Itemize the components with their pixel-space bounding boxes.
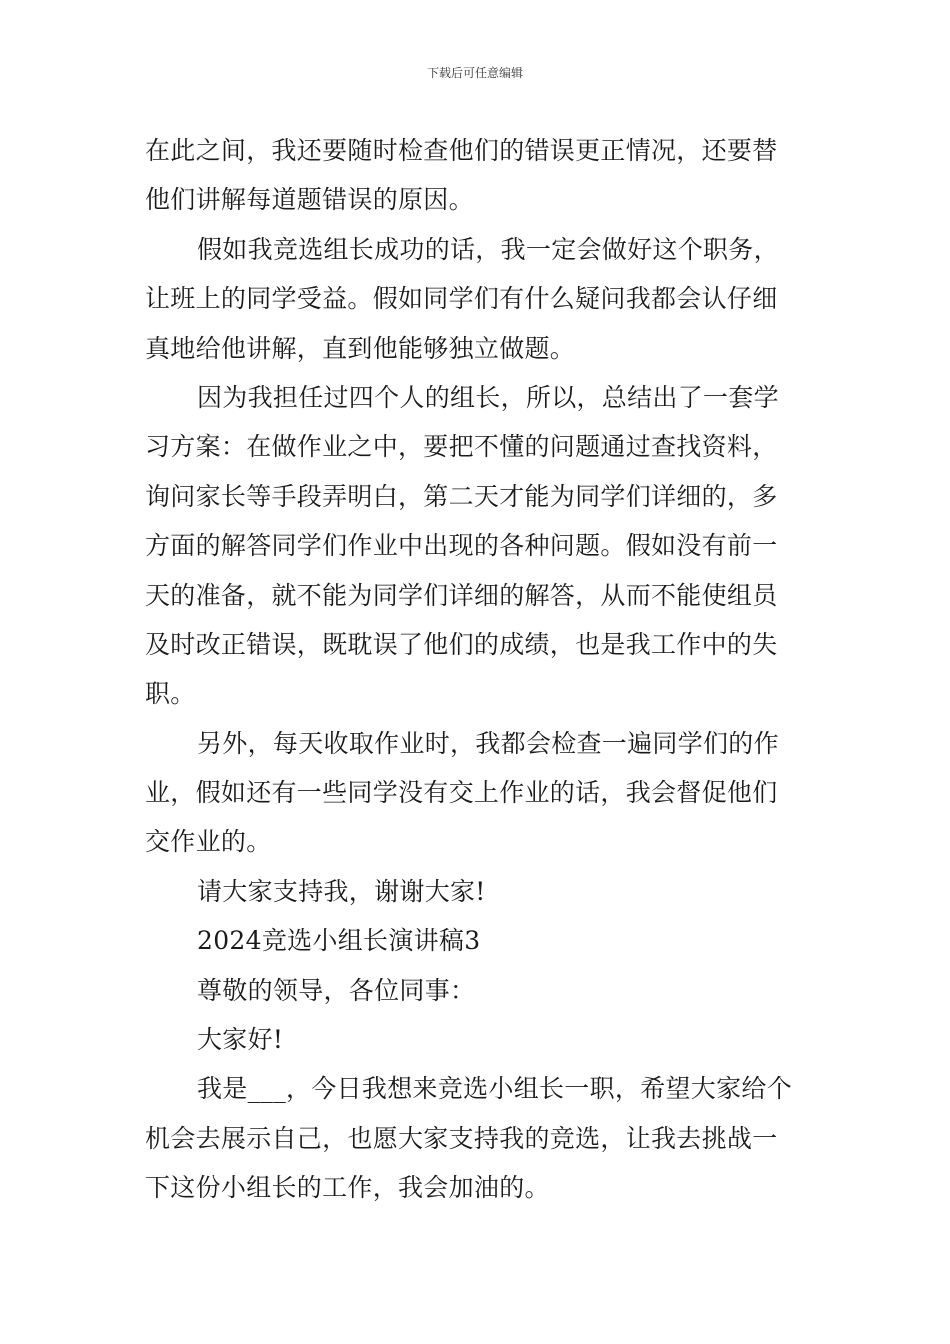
page-header: 下载后可任意编辑 [426, 66, 523, 80]
section-heading: 2024竞选小组长演讲稿3 [197, 926, 481, 956]
text-line: 职。 [145, 679, 196, 709]
text-line: 我是___，今日我想来竞选小组长一职，希望大家给个 [197, 1074, 793, 1104]
text-line: 天的准备，就不能为同学们详细的解答，从而不能使组员 [145, 580, 778, 610]
text-line: 在此之间，我还要随时检查他们的错误更正情况，还要替 [145, 136, 778, 165]
text-line: 请大家支持我，谢谢大家! [197, 876, 486, 906]
text-line: 假如我竞选组长成功的话，我一定会做好这个职务， [197, 234, 779, 264]
text-line: 另外，每天收取作业时，我都会检查一遍同学们的作 [197, 728, 779, 758]
text-line: 让班上的同学受益。假如同学们有什么疑问我都会认仔细 [145, 284, 778, 314]
salutation: 尊敬的领导，各位同事： [197, 975, 476, 1005]
text-line: 询问家长等手段弄明白，第二天才能为同学们详细的，多 [145, 481, 778, 511]
text-line: 及时改正错误，既耽误了他们的成绩，也是我工作中的失 [145, 629, 778, 659]
text-line: 交作业的。 [145, 827, 272, 857]
text-line: 下这份小组长的工作，我会加油的。 [145, 1173, 550, 1203]
greeting: 大家好! [197, 1025, 284, 1055]
document-body [145, 126, 810, 1213]
text-line: 机会去展示自己，也愿大家支持我的竞选，让我去挑战一 [145, 1123, 778, 1153]
text-line: 习方案：在做作业之中，要把不懂的问题通过查找资料， [145, 432, 778, 462]
text-line: 业，假如还有一些同学没有交上作业的话，我会督促他们 [145, 778, 778, 808]
text-line: 真地给他讲解，直到他能够独立做题。 [145, 333, 576, 363]
text-line: 他们讲解每道题错误的原因。 [145, 185, 474, 215]
text-line: 因为我担任过四个人的组长，所以，总结出了一套学 [197, 382, 779, 412]
text-line: 方面的解答同学们作业中出现的各种问题。假如没有前一 [145, 531, 778, 561]
